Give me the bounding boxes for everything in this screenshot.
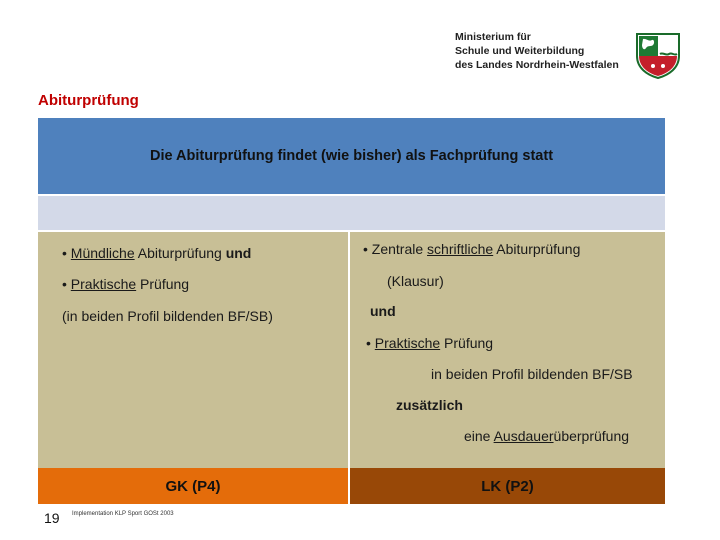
right-item-practical-exam: • Praktische Prüfung [366, 335, 494, 351]
lavender-strip [38, 196, 665, 230]
right-and: und [370, 303, 396, 319]
page-number: 19 [44, 510, 60, 526]
lk-label-bar [350, 468, 665, 504]
section-title: Abiturprüfung [38, 92, 139, 109]
ministry-name [455, 30, 619, 72]
right-item-practical-sub: in beiden Profil bildenden BF/SB [431, 366, 633, 382]
right-additionally: zusätzlich [396, 397, 463, 413]
lk-label: LK (P2) [481, 477, 534, 495]
right-item-written-exam: • Zentrale schriftliche Abiturprüfung [363, 241, 581, 257]
ministry-line-3: des Landes Nordrhein-Westfalen [455, 59, 619, 71]
nrw-coat-of-arms-icon [633, 30, 683, 80]
footer-note: Implementation KLP Sport GOSt 2003 [72, 511, 174, 517]
ministry-line-1: Ministerium für [455, 31, 531, 43]
left-item-oral-exam: • Mündliche Abiturprüfung und [62, 245, 252, 261]
gk-label: GK (P4) [165, 477, 221, 495]
banner [38, 118, 665, 194]
banner-text: Die Abiturprüfung findet (wie bisher) als Fachprüfung statt [149, 148, 554, 164]
right-item-written-sub: (Klausur) [387, 273, 444, 289]
column-divider [348, 232, 350, 468]
right-endurance-test: eine Ausdauerüberprüfung [464, 428, 630, 444]
ministry-line-2: Schule und Weiterbildung [455, 45, 585, 57]
left-item-practical-exam: • Praktische Prüfung [62, 276, 190, 292]
left-note: (in beiden Profil bildenden BF/SB) [62, 308, 273, 324]
gk-label-bar [38, 468, 348, 504]
